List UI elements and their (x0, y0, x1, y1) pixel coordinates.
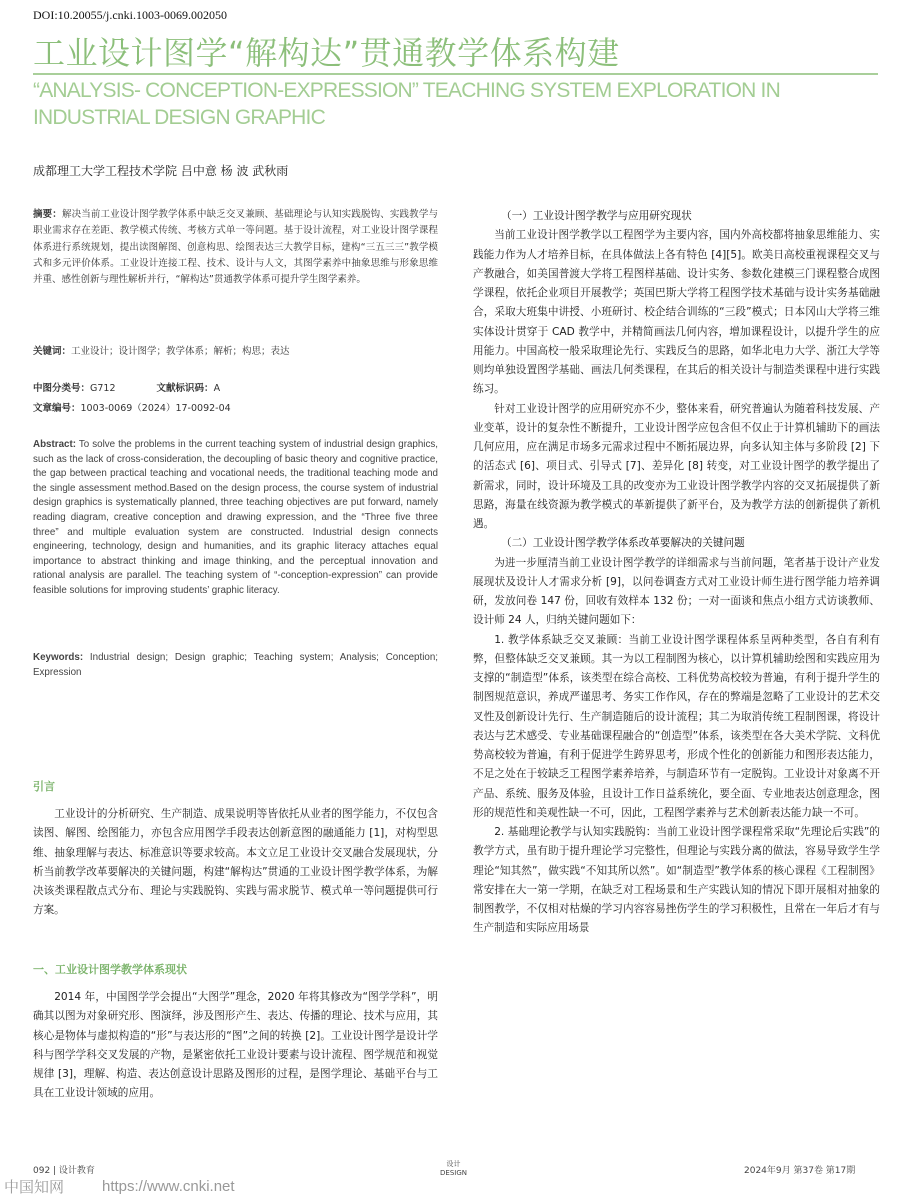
title-english: “ANALYSIS- CONCEPTION-EXPRESSION” TEACHING SYSTEM EXPLORATION IN INDUSTRIAL DESIGN GRAPHIC (33, 79, 780, 129)
abstract-en (33, 438, 438, 599)
abstract-en-text: To solve the problems in the current teaching system of industrial design graphics, such as the lack of cross-consideration, the decoupling of basic theory and cognitive practice, the gap between practical teaching and vocational needs, the traditional teaching mode and the single assessment method.Based on the design process, the course system of industrial design graphics is systematically planned, three teaching objectives are put forward, namely reading diagram, creative conception and drawing expression, and the “Three five three three” and multiple evaluation system are constructed. Industrial design connects engineering, technology, design and humanities, and its graphic literacy attaches equal importance to abstract thinking and image thinking, and the perceptual innovation and rational analysis are parallel. The teaching system of “-conception-expression” can provide feasible solutions for improving students’ graphic literacy. (33, 439, 438, 596)
footer-logo (440, 1160, 467, 1178)
footer-logo-en: DESIGN (440, 1169, 467, 1177)
subsection1-heading: （一）工业设计图学教学与应用研究现状 (501, 210, 692, 222)
classification-row-1 (33, 381, 438, 397)
footer-issue: 2024年9月 第37卷 第17期 (744, 1166, 856, 1176)
doi-line: DOI:10.20055/j.cnki.1003-0069.002050 (33, 8, 227, 22)
paragraph: 1. 教学体系缺乏交叉兼顾：当前工业设计图学课程体系呈两种类型，各自有利有弊，但整体缺乏交叉兼顾。其一为以工程制图为核心，以计算机辅助绘图和实践应用为支撑的“制造型”体系，该类型在综合高校、工科优势高校较为普遍，有利于提升学生的制图规范意识，养成严谨思考、务实工作作风，存在的弊端是忽略了工业设计的艺术交叉性及创新设计先行、生产制造随后的设计流程；其二为取消传统工程制图课，将设计表达与艺术感受、专业基础课程融合的“创造型”体系，该类型在各大美术学院、文科优势高校较为普遍，有利于促进学生跨界思考，形成个性化的创新能力和图形表达能力，不足之处在于较缺乏工程图学素养培养，与制造环节有一定脱钩。工业设计对象离不开产品、系统、服务及体验，且设计工作日益系统化，要全面、专业地表达创意理念，图形的规范性和美观性缺一不可，因此，工程图学素养与艺术创新表达能力缺一不可。 (473, 633, 880, 819)
section1-heading: 一、工业设计图学教学体系现状 (33, 963, 187, 976)
title-divider (33, 73, 878, 75)
authors: 成都理工大学工程技术学院 吕中意 杨 波 武秋雨 (33, 164, 289, 178)
abstract-cn-label: 摘要： (33, 209, 62, 220)
clc-label: 中图分类号： (33, 383, 91, 394)
watermark-cnki: 中国知网 (4, 1178, 65, 1196)
subsection2-body (473, 554, 880, 939)
paragraph: 为进一步厘清当前工业设计图学教学的详细需求与当前问题，笔者基于设计产业发展现状及设计人才需求分析 [9]，以问卷调查方式对工业设计师生进行图学能力培养调研，发放问卷 147 份，回收有效样本 132 份；一对一面谈和焦点小组方式访谈教师、设计师 24 人，归纳关键问题如下： (473, 556, 880, 627)
footer-logo-cn: 设计 (446, 1160, 461, 1168)
abstract-cn (33, 207, 438, 288)
section1-paragraph: 2014 年，中国图学学会提出“大图学”理念，2020 年将其修改为“图学学科”，明确其以图为对象研究形、图演绎，涉及图形产生、表达、传播的理论、技术与应用，其核心是物体与虚拟构造的“形”与表达形的“图”之间的转换 [2]。工业设计图学是设计学科与图学学科交叉发展的产物，是紧密依托工业设计要素与设计流程、图学规范和视觉规律 [3]，理解、构造、表达创意设计思路及图形的过程，是图学理论、基础平台与工具在工业设计领域的应用。 (33, 991, 438, 1100)
right-column (473, 207, 880, 939)
paragraph: 针对工业设计图学的应用研究亦不少，整体来看，研究普遍认为随着科技发展、产业变革，设计的复杂性不断提升，工业设计图学应包含但不仅止于计算机辅助下的画法几何应用，应在满足市场多元需求过程中不断拓展边界，向多认知主体与多阶段 [2] 下的活态式 [6]、项目式、引导式 [7]、差异化 [8] 转变，对工业设计图学的教学提出了新需求，同时，设计环境及工具的改变亦为工业设计图学教学内容的交叉拓展提供了新思路，海量在线资源为教学模式的革新提供了新平台，及为教学方法的创新提供了新机遇。 (473, 402, 880, 530)
doc-code-label: 文献标识码： (156, 383, 214, 394)
keywords-en-label: Keywords: (33, 652, 84, 663)
intro-heading: 引言 (33, 780, 55, 793)
subsection1-body (473, 226, 880, 534)
clc-value: G712 (90, 383, 116, 394)
title-chinese: 工业设计图学“解构达”贯通教学体系构建 (33, 34, 620, 72)
abstract-cn-text: 解决当前工业设计图学教学体系中缺乏交叉兼顾、基础理论与认知实践脱钩、实践教学与职业需求存在差距、教学模式传统、考核方式单一等问题。基于设计流程，对工业设计图学课程体系进行系统规划，提出读图解图、创意构思、绘图表达三大教学目标，建构“三五三三”教学模式和多元评价体系。工业设计连接工程、技术、设计与人文，其图学素养中抽象思维与形象思维并重、感性创新与理性解析并行，“解构达”贯通教学体系可提升学生图学素养。 (33, 209, 438, 286)
doc-code-value: A (213, 383, 221, 394)
watermark-url: https://www.cnki.net (102, 1178, 235, 1195)
keywords-en-text: Industrial design; Design graphic; Teaching system; Analysis; Conception; Expression (33, 652, 438, 678)
abstract-en-label: Abstract: (33, 439, 77, 450)
keywords-en (33, 651, 438, 680)
subsection2-heading: （二）工业设计图学教学体系改革要解决的关键问题 (501, 537, 745, 550)
classification-row-2 (33, 401, 438, 417)
article-number-label: 文章编号： (33, 403, 81, 414)
keywords-cn-text: 工业设计；设计图学；教学体系；解析；构思；表达 (71, 346, 290, 357)
keywords-cn-label: 关键词： (33, 346, 72, 357)
footer-page-label: 092 | 设计教育 (33, 1166, 95, 1176)
article-number-value: 1003-0069（2024）17-0092-04 (80, 403, 231, 414)
intro-paragraph: 工业设计的分析研究、生产制造、成果说明等皆依托从业者的图学能力，不仅包含读图、解图、绘图能力，亦包含应用图学手段表达创新意图的融通能力 [1]，对构型思维、抽象理解与表达、标准意识等要求较高。本文立足工业设计交叉融合发展现状，分析当前教学改革要解决的关键问题，构建“解构达”贯通的工业设计图学教学体系，为解决该类课程散点式分布、理论与实践脱钩、实践与需求脱节、模式单一等问题提供可行方案。 (33, 808, 438, 917)
keywords-cn (33, 344, 438, 360)
paragraph: 2. 基础理论教学与认知实践脱钩：当前工业设计图学课程常采取“先理论后实践”的教学方式，虽有助于提升理论学习完整性，但理论与实践分离的做法，容易导致学生学理论“知其然”，做实践“不知其所以然”。如“制造型”教学体系的核心课程《工程制图》常安排在大一第一学期，在缺乏对工程场景和生产实践认知的情况下即开展相对抽象的制图教学，不仅相对枯燥的学习内容容易挫伤学生的学习积极性，且常在一年后才有与生产制造和实际应用场景 (473, 826, 880, 935)
paragraph: 当前工业设计图学教学以工程图学为主要内容，国内外高校都将抽象思维能力、实践能力作为人才培养目标，在具体做法上各有特色 [4][5]。欧美日高校重视课程交叉与产教融合，如美国普渡大学将工程图样基础、设计实务、参数化建模三门课程整合成图学课程，依托企业项目开展教学；英国巴斯大学将工程图学技术基础与设计实务基础融合，采取大班集中讲授、小班研讨、校企结合训练的“三段”模式；日本冈山大学将三维实体设计贯穿于 CAD 教学中，并精简画法几何内容，增加课程设计，以提升学生的应用能力。中国高校一般采取理论先行、实践反刍的思路，如华北电力大学、浙江大学等则均单独设置图学基础、画法几何类课程，在其后的相关设计与制造类课程中进行实践练习。 (473, 229, 880, 396)
